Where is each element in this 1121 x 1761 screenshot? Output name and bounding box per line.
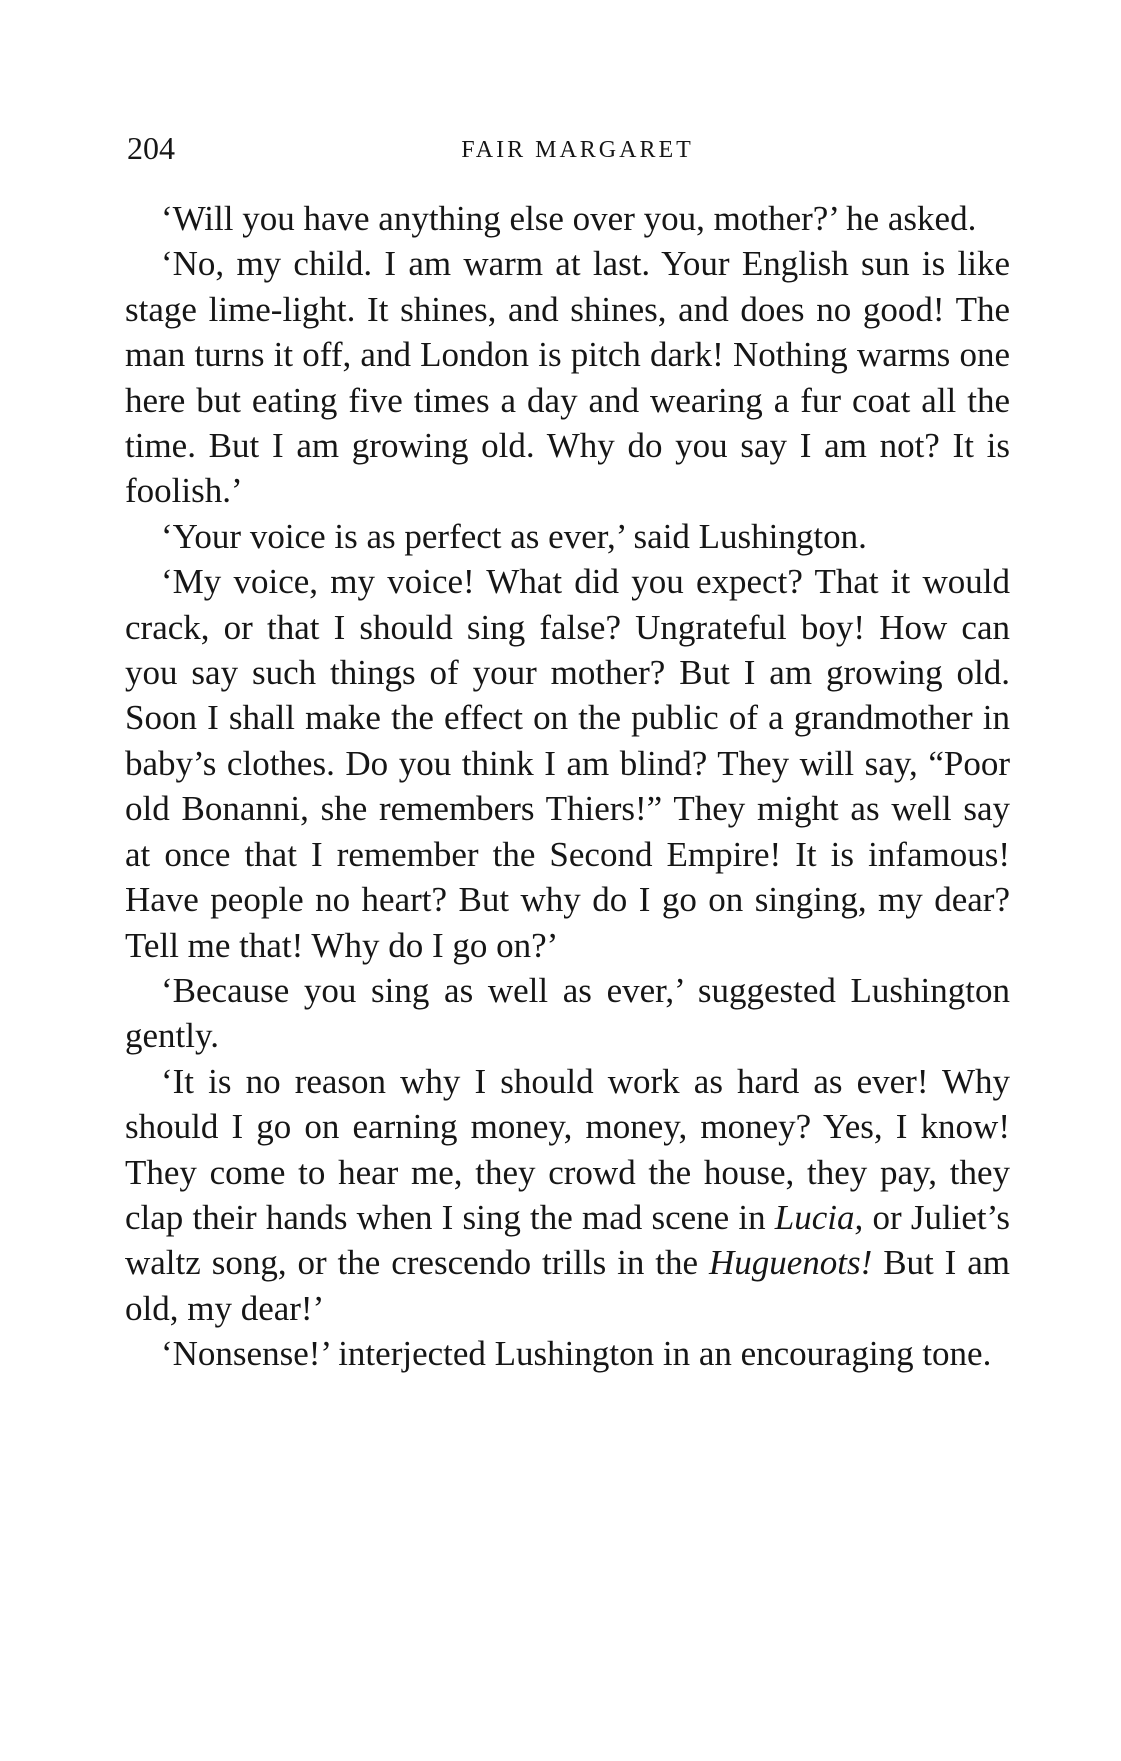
paragraph: ‘It is no reason why I should work as hard as ever! Why should I go on earning money, money, money? Yes, I know! They come to hear me, they crowd the house, they pay, they clap their hands when I sing the mad scene in Lucia, or Juliet’s waltz song, or the crescendo trills in the Huguenots! But I am old, my dear!’ [125,1061,1011,1328]
paragraph: ‘Because you sing as well as ever,’ suggested Lushington gently. [125,970,1010,1056]
paragraph: ‘Will you have anything else over you, mother?’ he asked. [161,199,977,238]
body-text [125,196,1010,1377]
paragraph: ‘Nonsense!’ interjected Lushington in an encouraging tone. [161,1334,992,1374]
paragraph: ‘My voice, my voice! What did you expect? That it would crack, or that I should sing false? Ungrateful boy! How can you say such things of your mother? But I am growing old. Soon I shall make the effect on the public of a grandmother in baby’s clothes. Do you think I am blind? They will say, “Poor old Bonanni, she remembers Thiers!” They might as well say at once that I remember the Second Empire! It is infamous! Have people no heart? But why do I go on singing, my dear? Tell me that! Why do I go on?’ [125,562,1010,965]
page-number: 204 [127,130,175,166]
italic-title-huguenots: Huguenots! [708,1243,873,1283]
book-page [125,128,1010,1377]
paragraph: ‘No, my child. I am warm at last. Your English sun is like stage lime-light. It shines, and shines, and does no good! The man turns it off, and London is pitch dark! Nothing warms one here but eating five times a day and wearing a fur coat all the time. But I am growing old. Why do you say I am not? It is foolish.’ [125,244,1010,511]
paragraph: ‘Your voice is as perfect as ever,’ said Lushington. [161,516,867,556]
running-title: FAIR MARGARET [461,137,694,163]
italic-title-lucia: Lucia, [774,1197,864,1237]
page-header [125,128,1010,168]
